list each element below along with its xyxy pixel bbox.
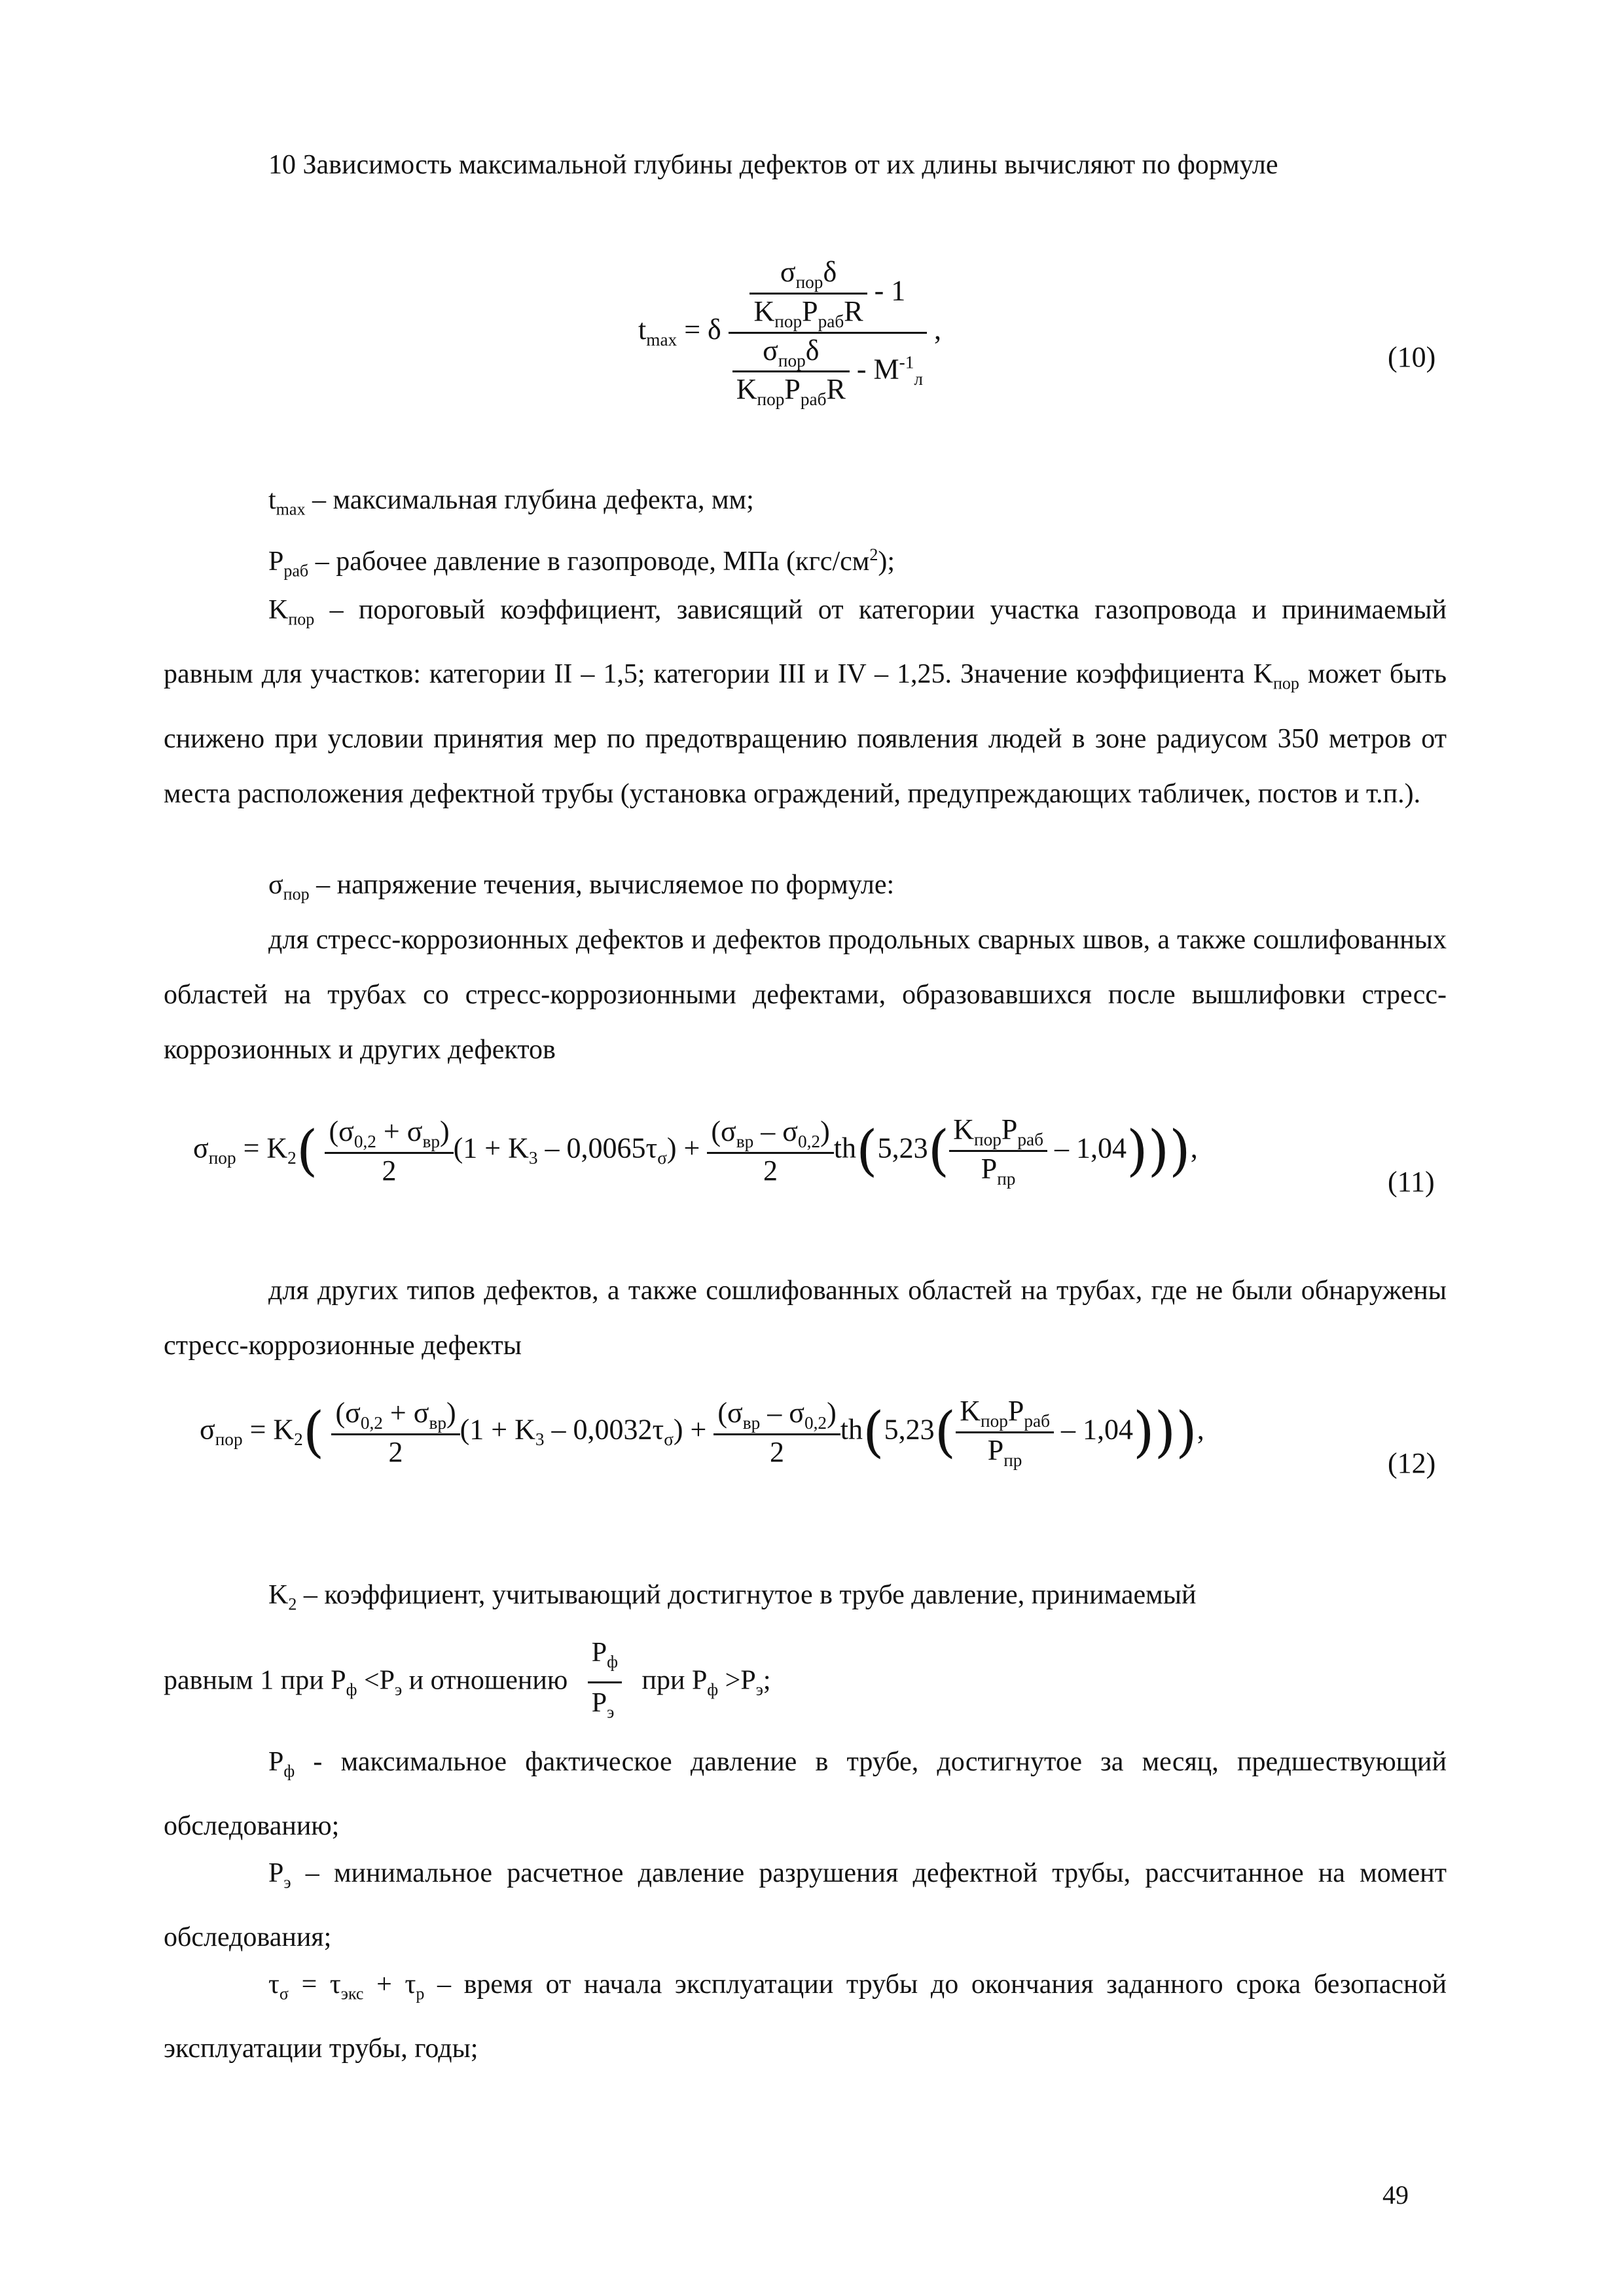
paragraph-10-intro: 10 Зависимость максимальной глубины дефектов от их длины вычисляют по формуле xyxy=(268,150,1278,180)
case-stress-corrosion: для стресс-коррозионных дефектов и дефектов продольных сварных швов, а также сошлифованных областей на трубах со стресс-коррозионными дефектами, образовавшихся после вышлифовки стресс-коррозионных и других дефектов xyxy=(164,925,1447,1065)
definition-spor: $\sigma_{пор}$ – напряжение течения, вычисляемое по формуле: xyxy=(268,870,895,904)
definition-tmax: $t_{max}$ – максимальная глубина дефекта, мм; xyxy=(268,485,754,519)
formula-11: $\sigma_{пор} = K_2$( $\frac{(\sigma_{0,2} + \sigma_{вр})}{2}$ $(1 + K_3 - 0,0065\tau_\sigma)$ + $\frac{(\sigma_{вр} - \sigma_{0,2})}{2}$ th(5,23( $\frac{K_{пор}P_{раб}}{P_{пр}}$ – 1,04))), xyxy=(193,1113,1198,1189)
definition-k2-line2: равным 1 при $P_ф <P_э$ и отношению $\frac{P_ф}{P_э}$ при $P_ф >P_э$; xyxy=(164,1633,1447,1732)
formula-11-number: (11) xyxy=(1388,1166,1435,1198)
definition-pf: $P_ф$ - максимальное фактическое давление в трубе, достигнутое за месяц, предшествующий обследованию; xyxy=(164,1747,1447,1842)
formula-12-number: (12) xyxy=(1388,1447,1436,1479)
definition-tau: $\tau_\sigma = \tau_{экс} + \tau_р$ – время от начала эксплуатации трубы до окончания заданного срока безопасной эксплуатации трубы, годы; xyxy=(164,1969,1447,2064)
page-number: 49 xyxy=(1382,2180,1409,2210)
formula-10-number: (10) xyxy=(1388,341,1436,373)
formula-10: $t_{max} = \delta$ $\frac{\sigma_{пор}\delta}{K_{пор}P_{раб}R}$ - 1 $\frac{\sigma_{пор}\delta}{K_{пор}P_{раб}R}$ - $M^{-1}_л$ , xyxy=(638,256,941,410)
definition-k2-line1: $K_2$ – коэффициент, учитывающий достигнутое в трубе давление, принимаемый xyxy=(268,1580,1197,1614)
formula-10-fraction: $\frac{\sigma_{пор}\delta}{K_{пор}P_{раб}R}$ - 1 $\frac{\sigma_{пор}\delta}{K_{пор}P_{раб}R}$ - $M^{-1}_л$ xyxy=(729,255,927,410)
case-other-defects: для других типов дефектов, а также сошлифованных областей на трубах, где не были обнаружены стресс-коррозионные дефекты xyxy=(164,1276,1447,1361)
definition-prab: $P_{раб}$ – рабочее давление в газопроводе, МПа $(кгс/см^2)$; xyxy=(268,545,895,581)
definition-pe: $P_э$ – минимальное расчетное давление разрушения дефектной трубы, рассчитанное на момент обследования; xyxy=(164,1858,1447,1953)
definition-kpor: $K_{пор}$ – пороговый коэффициент, зависящий от категории участка газопровода и принимаемый равным для участков: категории II – 1,5; категории III и IV – 1,25. Значение коэффициента $K_{пор}$ может быть снижено при условии принятия мер по предотвращению появления людей в зоне радиусом 350 метров от места расположения дефектной трубы (установка ограждений, предупреждающих табличек, постов и т.п.). xyxy=(164,595,1447,809)
formula-12: $\sigma_{пор} = K_2$( $\frac{(\sigma_{0,2} + \sigma_{вр})}{2}$ $(1 + K_3 - 0,0032\tau_\sigma)$ + $\frac{(\sigma_{вр} - \sigma_{0,2})}{2}$ th(5,23( $\frac{K_{пор}P_{раб}}{P_{пр}}$ – 1,04))), xyxy=(200,1395,1204,1470)
